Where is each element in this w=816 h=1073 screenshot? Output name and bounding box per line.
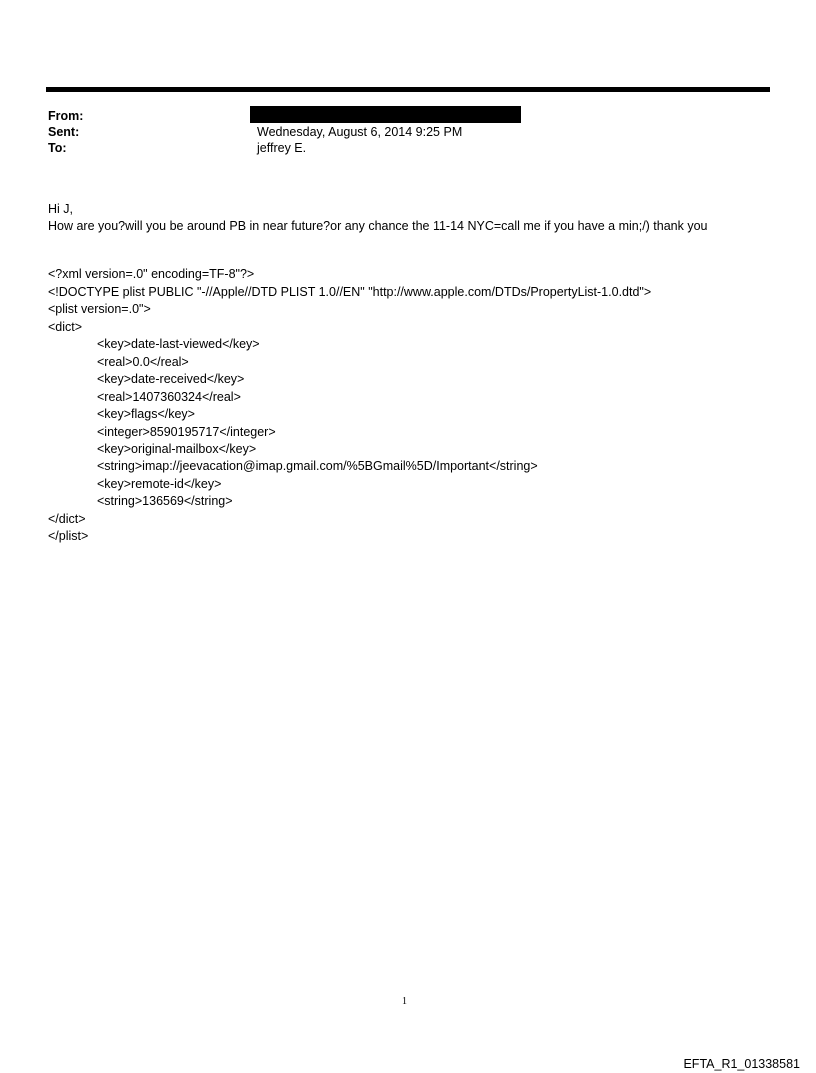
page-number: 1 xyxy=(402,996,407,1007)
xml-line: <key>date-last-viewed</key> xyxy=(97,337,260,352)
xml-line: </plist> xyxy=(48,529,89,544)
header-rule xyxy=(46,87,770,92)
plist-xml xyxy=(48,249,651,563)
email-body xyxy=(48,201,708,236)
greeting: Hi J, xyxy=(48,202,73,216)
sent-row xyxy=(48,124,768,140)
xml-line: <string>imap://jeevacation@imap.gmail.com/%5BGmail%5D/Important</string> xyxy=(97,459,538,474)
xml-line: <real>1407360324</real> xyxy=(97,389,241,404)
footer-document-id: EFTA_R1_01338581 xyxy=(683,1057,800,1071)
xml-line: <integer>8590195717</integer> xyxy=(97,424,276,439)
sent-label: Sent: xyxy=(48,125,80,139)
xml-line: <key>flags</key> xyxy=(97,407,195,422)
xml-line: <key>original-mailbox</key> xyxy=(97,441,257,456)
from-label: From: xyxy=(48,109,84,123)
to-value: jeffrey E. xyxy=(257,141,307,155)
xml-line: <real>0.0</real> xyxy=(97,354,189,369)
sent-value: Wednesday, August 6, 2014 9:25 PM xyxy=(257,125,463,139)
message-text: How are you?will you be around PB in near future?or any chance the 11-14 NYC=call me if you have a min;/) thank you xyxy=(48,219,708,234)
xml-line: <dict> xyxy=(48,319,83,334)
xml-line: <string>136569</string> xyxy=(97,494,233,509)
to-row xyxy=(48,140,768,156)
xml-line: </dict> xyxy=(48,511,86,526)
redacted-sender xyxy=(250,106,521,123)
xml-line: <key>date-received</key> xyxy=(97,372,245,387)
xml-line: <!DOCTYPE plist PUBLIC "-//Apple//DTD PLIST 1.0//EN" "http://www.apple.com/DTDs/PropertyList-1.0.dtd"> xyxy=(48,284,652,299)
xml-line: <key>remote-id</key> xyxy=(97,476,222,491)
xml-line: <plist version=.0"> xyxy=(48,302,151,317)
to-label: To: xyxy=(48,141,67,155)
xml-line: <?xml version=.0" encoding=TF-8"?> xyxy=(48,267,255,282)
